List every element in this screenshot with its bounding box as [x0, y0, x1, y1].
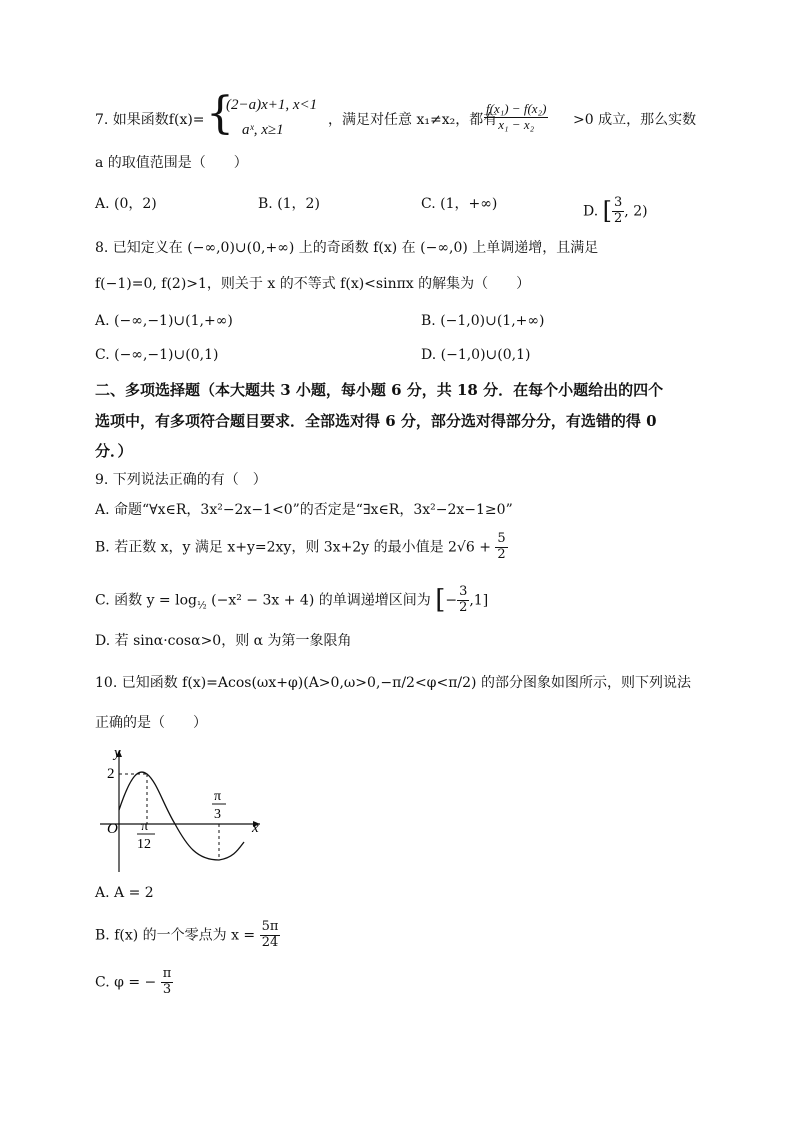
q7-d-den: 2	[614, 210, 623, 226]
q10-c-num: π	[162, 966, 172, 981]
q9-c-text: C. 函数 y = log	[95, 592, 197, 609]
q8-option-d: D. (−1,0)∪(0,1)	[421, 347, 531, 363]
x-tick1-den: 12	[137, 837, 151, 852]
q9-option-d: D. 若 sinα·cosα>0，则 α 为第一象限角	[95, 633, 352, 649]
q9-c-base: ½	[196, 600, 207, 612]
q9-b-num: 5	[497, 531, 506, 546]
section2-line2: 选项中，有多项符合题目要求．全部选对得 6 分，部分选对得部分分，有选错的得 0	[95, 412, 657, 430]
q9-c-tail: ,1]	[469, 592, 489, 609]
q7-line2: a 的取值范围是（ ）	[95, 155, 248, 171]
q8-line1: 8. 已知定义在 (−∞,0)∪(0,+∞) 上的奇函数 f(x) 在 (−∞,0) 上单调递增，且满足	[95, 240, 599, 256]
q10-option-b	[95, 920, 280, 951]
q7-case2: aˣ, x≥1	[242, 122, 284, 138]
q7-d-tail: , 2)	[624, 203, 648, 220]
q7-option-c: C. (1，+∞)	[421, 196, 498, 212]
q9-b-text: B. 若正数 x，y 满足 x+y=2xy，则 3x+2y 的最小值是 2√6 +	[95, 539, 491, 556]
q7-option-b: B. (1，2)	[258, 196, 320, 212]
q7-fraction	[484, 102, 548, 133]
q9-c-den: 2	[459, 600, 468, 616]
q10-b-den: 24	[261, 934, 279, 950]
q10-c-den: 3	[162, 981, 172, 997]
q7-case1: (2−a)x+1, x<1	[226, 97, 318, 113]
q7-line1	[95, 112, 205, 129]
q8-option-c: C. (−∞,−1)∪(0,1)	[95, 347, 219, 363]
q7-mid: ，满足对任意 x₁≠x₂，都有	[328, 112, 498, 128]
y-axis-label: y	[114, 745, 121, 761]
q8-option-a: A. (−∞,−1)∪(1,+∞)	[95, 313, 233, 329]
q7-suffix: >0 成立，那么实数	[573, 112, 697, 128]
x-tick1-num: π	[141, 819, 149, 834]
q7-frac-den: x₁ − x₂	[498, 116, 535, 132]
q7-option-a: A. (0，2)	[95, 196, 157, 212]
q10-option-a: A. A = 2	[95, 885, 154, 901]
q9-c-mid: (−x² − 3x + 4) 的单调递增区间为	[211, 592, 431, 609]
q10-b-num: 5π	[261, 919, 279, 934]
section2-line3: 分．）	[95, 442, 133, 460]
q10-b-text: B. f(x) 的一个零点为 x =	[95, 927, 256, 944]
q9-option-a: A. 命题“∀x∈R，3x²−2x−1<0”的否定是“∃x∈R，3x²−2x−1≥0”	[95, 502, 513, 518]
q7-brace: {	[206, 88, 234, 139]
q7-option-d-label: D.	[583, 203, 599, 220]
q7-option-d: D. [ $\frac{3}{2}$ , 2)	[583, 195, 648, 226]
q10-graph	[95, 742, 270, 877]
q9-option-b	[95, 532, 508, 563]
x-axis-label: x	[252, 820, 259, 836]
section2-line1: 二、多项选择题（本大题共 3 小题，每小题 6 分，共 18 分．在每个小题给出的四个	[95, 381, 664, 399]
origin-label: O	[107, 821, 118, 837]
x-tick2-num: π	[214, 789, 222, 804]
q9-b-den: 2	[497, 546, 506, 562]
q10-line2: 正确的是（ ）	[95, 715, 207, 731]
x-tick2-den: 3	[214, 807, 221, 822]
q10-option-c	[95, 967, 173, 998]
q8-option-b: B. (−1,0)∪(1,+∞)	[421, 313, 545, 329]
q9-option-c: C. 函数 $y = \log_{\frac{1}{2}} (-x^2 - 3x + 4)$ 的单调递增区间为 [− $\frac{3}{2}$ ,1]	[95, 584, 489, 616]
q10-line1: 10. 已知函数 f(x)=Acos(ωx+φ)(A>0,ω>0,−π/2<φ<π/2) 的部分图象如图所示，则下列说法	[95, 675, 691, 691]
y-tick-2: 2	[107, 766, 115, 782]
q7-prefix: 7. 如果函数f(x)=	[95, 112, 205, 128]
q9-stem: 9. 下列说法正确的有（ ）	[95, 472, 267, 488]
q7-d-num: 3	[614, 195, 623, 210]
q8-line2: f(−1)=0, f(2)>1，则关于 x 的不等式 f(x)<sinπx 的解集为（ ）	[95, 276, 531, 292]
q9-c-num: 3	[459, 584, 468, 600]
q10-c-text: C. φ = −	[95, 974, 157, 991]
q7-frac-num: f(x₁) − f(x₂)	[486, 101, 547, 116]
